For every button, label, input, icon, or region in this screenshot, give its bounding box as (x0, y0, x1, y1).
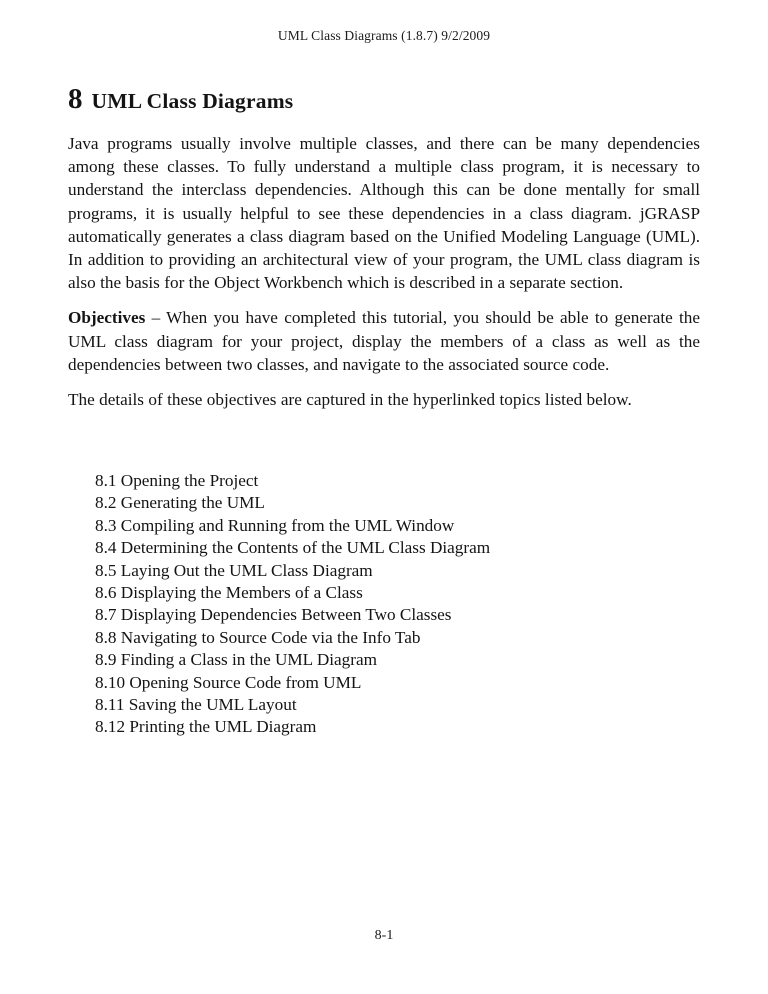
topics-intro-paragraph: The details of these objectives are captured in the hyperlinked topics listed below. (68, 389, 632, 409)
list-item[interactable]: 8.9 Finding a Class in the UML Diagram (95, 650, 377, 670)
page-title (68, 80, 700, 116)
objectives-paragraph (68, 306, 700, 376)
list-item[interactable]: 8.3 Compiling and Running from the UML Window (95, 515, 455, 535)
list-item[interactable]: 8.4 Determining the Contents of the UML Class Diagram (95, 538, 491, 558)
topic-list (95, 470, 695, 739)
page-number-footer: 8-1 (374, 928, 394, 943)
list-item[interactable]: 8.5 Laying Out the UML Class Diagram (95, 560, 373, 580)
list-item[interactable]: 8.11 Saving the UML Layout (95, 695, 297, 715)
list-item[interactable]: 8.6 Displaying the Members of a Class (95, 583, 363, 603)
intro-paragraph: Java programs usually involve multiple classes, and there can be many dependencies among these classes. To fully understand a multiple class program, it is necessary to understand the interclass dependencies. Although this can be done mentally for small programs, it is usually helpful to see these dependencies in a class diagram. jGRASP automatically generates a class diagram based on the Unified Modeling Language (UML). In addition to providing an architectural view of your program, the UML class diagram is also the basis for the Object Workbench which is described in a separate section. (68, 133, 700, 293)
list-item[interactable]: 8.7 Displaying Dependencies Between Two Classes (95, 605, 452, 625)
objectives-text: – When you have completed this tutorial, you should be able to generate the UML class diagram for your project, display the members of a class as well as the dependencies between two classes, and navigate to the associated source code. (68, 308, 700, 374)
content-column (68, 80, 700, 411)
list-item[interactable]: 8.10 Opening Source Code from UML (95, 672, 362, 692)
running-header: UML Class Diagrams (1.8.7) 9/2/2009 (277, 28, 491, 43)
list-item[interactable]: 8.8 Navigating to Source Code via the Info Tab (95, 627, 421, 647)
objectives-label: Objectives (68, 308, 146, 328)
list-item[interactable]: 8.1 Opening the Project (95, 471, 259, 490)
list-item[interactable]: 8.2 Generating the UML (95, 493, 265, 513)
chapter-number: 8 (68, 83, 83, 115)
chapter-title-text: UML Class Diagrams (91, 89, 294, 113)
list-item[interactable]: 8.12 Printing the UML Diagram (95, 717, 317, 737)
